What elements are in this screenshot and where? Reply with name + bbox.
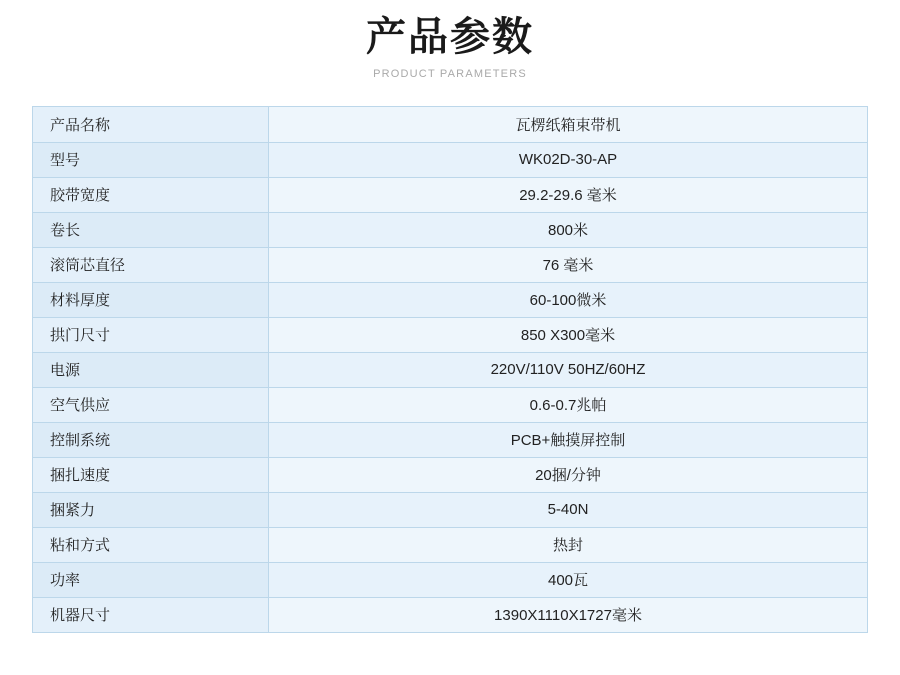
table-row	[33, 562, 867, 597]
table-row	[33, 247, 867, 282]
spec-value: 850 X300毫米	[269, 317, 868, 352]
table-row	[33, 352, 867, 387]
table-row	[33, 317, 867, 352]
spec-label: 捆扎速度	[33, 457, 269, 492]
spec-value: PCB+触摸屏控制	[269, 422, 868, 457]
spec-label: 粘和方式	[33, 527, 269, 562]
page-title: 产品参数	[366, 15, 534, 59]
table-row	[33, 597, 867, 632]
spec-value: 20捆/分钟	[269, 457, 868, 492]
spec-label: 空气供应	[33, 387, 269, 422]
spec-value: 瓦楞纸箱束带机	[269, 107, 868, 142]
spec-label: 拱门尺寸	[33, 317, 269, 352]
spec-value: 0.6-0.7兆帕	[269, 387, 868, 422]
spec-label: 电源	[33, 352, 269, 387]
spec-label: 控制系统	[33, 422, 269, 457]
table-row	[33, 107, 867, 142]
table-row	[33, 422, 867, 457]
spec-value: 60-100微米	[269, 282, 868, 317]
table-row	[33, 282, 867, 317]
page-header	[0, 0, 900, 80]
spec-label: 材料厚度	[33, 282, 269, 317]
spec-label: 捆紧力	[33, 492, 269, 527]
spec-label: 滚筒芯直径	[33, 247, 269, 282]
spec-label: 胶带宽度	[33, 177, 269, 212]
table-row	[33, 212, 867, 247]
table-row	[33, 457, 867, 492]
spec-label: 卷长	[33, 212, 269, 247]
spec-value: WK02D-30-AP	[269, 142, 868, 177]
spec-value: 29.2-29.6 毫米	[269, 177, 868, 212]
spec-value: 220V/110V 50HZ/60HZ	[269, 352, 868, 387]
table-row	[33, 142, 867, 177]
spec-label: 机器尺寸	[33, 597, 269, 632]
table-row	[33, 492, 867, 527]
page-subtitle: PRODUCT PARAMETERS	[373, 68, 527, 80]
spec-value: 5-40N	[269, 492, 868, 527]
table-row	[33, 387, 867, 422]
table-row	[33, 177, 867, 212]
spec-table-container	[32, 106, 868, 633]
spec-label: 产品名称	[33, 107, 269, 142]
spec-value: 400瓦	[269, 562, 868, 597]
spec-table	[33, 107, 867, 633]
spec-value: 76 毫米	[269, 247, 868, 282]
table-row	[33, 527, 867, 562]
spec-value: 热封	[269, 527, 868, 562]
spec-value: 1390X1110X1727毫米	[269, 597, 868, 632]
spec-label: 功率	[33, 562, 269, 597]
spec-label: 型号	[33, 142, 269, 177]
spec-value: 800米	[269, 212, 868, 247]
